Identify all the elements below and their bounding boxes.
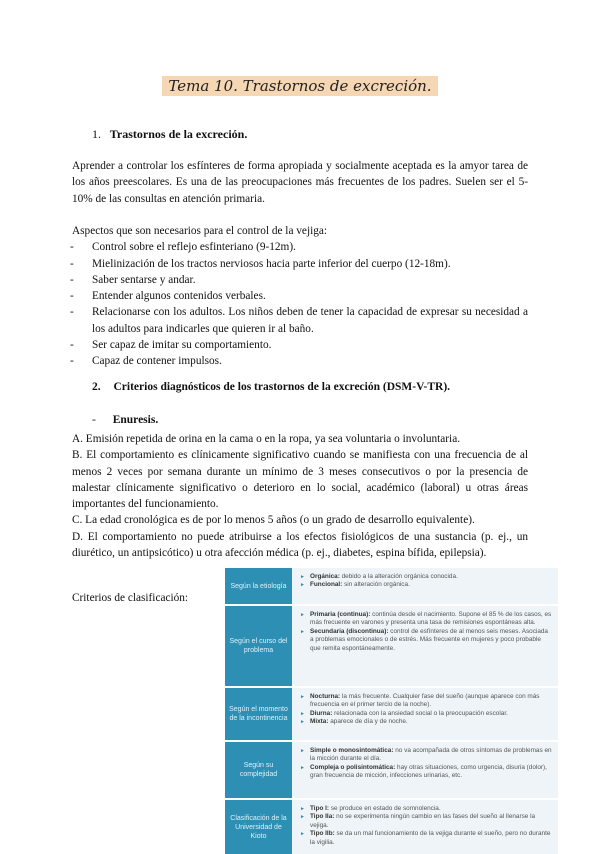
subheading-dash: - [92,414,96,426]
page-title: Tema 10. Trastornos de excreción. [162,76,437,96]
classification-table [225,568,558,846]
section2-heading [92,381,450,393]
list-item: ► Tipo IIa: no se experimenta ningún cambio en las fases del sueño al llenarse la vejiga. [300,813,552,830]
intro-paragraph: Aprender a controlar los esfínteres de forma apropiada y socialmente aceptada es la amyor tarea de los años preescolares. Es una de las preocupaciones más frecuentes de los padres. Suelen ser el 5-10% de las consultas en atención primaria. [72,160,528,205]
list-item: ► Tipo I: se produce en estado de somnolencia. [300,805,552,813]
row-category: Según su complejidad [225,742,292,798]
list-item: - Saber sentarse y andar. [72,272,528,288]
criterion-a: A. Emisión repetida de orina en la cama o en la ropa, ya sea voluntaria o involuntaria. [72,433,461,445]
title-wrap [0,76,600,96]
list-item: - Relacionarse con los adultos. Los niños deben de tener la capacidad de expresar su necesidad a los adultos para indicarles que quieren ir al baño. [72,304,528,337]
section1-heading [92,127,247,142]
criterion-d: D. El comportamiento no puede atribuirse a los efectos fisiológicos de una sustancia (p. ej., un diurético, un antipsicótico) u otra afección médica (p. ej., diabetes, espina bífida, epilepsia). [72,530,528,560]
list-item: ► Diurna: relacionada con la ansiedad social o la preocupación escolar. [300,710,552,718]
list-item: ► Orgánica: debido a la alteración orgánica conocida. [300,573,552,581]
aspects-block [72,223,528,370]
criteria-block [72,431,528,561]
table-row [225,568,558,606]
enuresis-subheading [92,414,158,426]
list-item: ► Secundaria (discontinua): control de esfínteres de al menos seis meses. Asociada a problemas emocionales o de estrés. Más frecuente en mujeres y poco probable que remita espontáneamente. [300,628,552,653]
section2-number: 2. [92,381,101,393]
row-category: Clasificación de la Universidad de Kioto [225,800,292,854]
section1-number: 1. [92,127,101,141]
aspects-intro: Aspectos que son necesarios para el control de la vejiga: [72,225,328,237]
list-item: ► Simple o monosintomática: no va acompañada de otros síntomas de problemas en la micción durante el día. [300,747,552,764]
list-item: - Control sobre el reflejo esfinteriano (9-12m). [72,239,528,255]
list-item: - Entender algunos contenidos verbales. [72,288,528,304]
table-row [225,688,558,742]
list-item: ► Tipo IIb: se da un mal funcionamiento de la vejiga durante el sueño, pero no durante la vigilia. [300,830,552,847]
section1-heading-text: Trastornos de la excreción. [109,127,248,141]
row-category: Según el curso del problema [225,606,292,686]
list-item: - Mielinización de los tractos nerviosos hacia parte inferior del cuerpo (12-18m). [72,256,528,272]
row-items [292,688,558,740]
criterion-b: B. El comportamiento es clínicamente significativo cuando se manifiesta con una frecuencia de al menos 2 veces por semana durante un mínimo de 3 meses consecutivos o por la presencia de malestar clínicamente significativo o deterioro en lo social, académico (laboral) u otras áreas importantes del funcionamiento. [72,449,528,511]
list-item: - Capaz de contener impulsos. [72,353,528,369]
table-row [225,606,558,688]
table-row [225,742,558,800]
classification-label: Criterios de clasificación: [72,592,189,604]
list-item: ► Nocturna: la más frecuente. Cualquier fase del sueño (aunque aparece con más frecuencia en el primer tercio de la noche). [300,693,552,710]
list-item: ► Compleja o polisintomática: hay otras situaciones, como urgencia, disuria (dolor), gran frecuencia de micción, infecciones urinarias, etc. [300,764,552,781]
aspects-list [72,239,528,369]
row-items [292,742,558,798]
row-items [292,568,558,604]
table-row [225,800,558,854]
section2-heading-text: Criterios diagnósticos de los trastornos de la excreción (DSM-V-TR). [113,381,451,393]
criterion-c: C. La edad cronológica es de por lo menos 5 años (o un grado de desarrollo equivalente). [72,514,475,527]
row-category: Según el momento de la incontinencia [225,688,292,740]
list-item: ► Funcional: sin alteración orgánica. [300,581,552,589]
list-item: ► Mixta: aparece de día y de noche. [300,718,552,726]
enuresis-title: Enuresis. [112,414,159,426]
row-category: Según la etiología [225,568,292,604]
row-items [292,800,558,854]
list-item: - Ser capaz de imitar su comportamiento. [72,337,528,353]
row-items [292,606,558,686]
list-item: ► Primaria (continua): continúa desde el nacimiento. Supone el 85 % de los casos, es más frecuente en varones y presenta una tasa de remisiones espontáneas alta. [300,611,552,628]
